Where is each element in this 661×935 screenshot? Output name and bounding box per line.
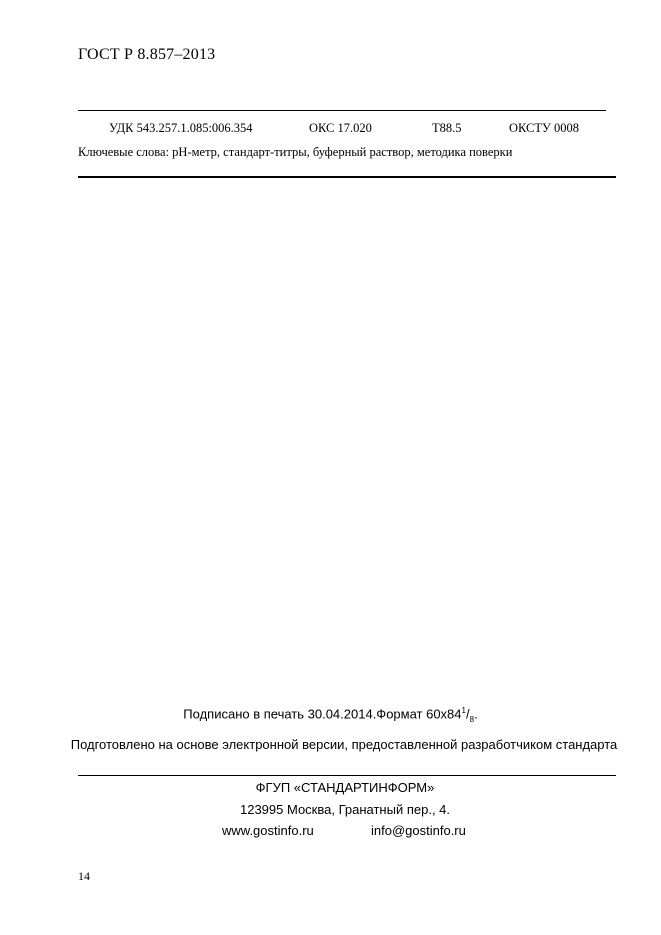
- signed-to-print-line: [0, 706, 661, 724]
- publisher-address: 123995 Москва, Гранатный пер., 4.: [239, 802, 451, 817]
- format-slash: /: [465, 706, 470, 722]
- prepared-note: Подготовлено на основе электронной версии, предоставленной разработчиком стандарта: [70, 737, 618, 752]
- publisher-name: ФГУП «СТАНДАРТИНФОРМ»: [255, 780, 435, 795]
- oks-code: ОКС 17.020: [309, 121, 372, 135]
- t-code: Т88.5: [432, 121, 462, 135]
- keywords-divider: [78, 176, 616, 178]
- udk-code: УДК 543.257.1.085:006.354: [109, 121, 253, 135]
- page-number: 14: [78, 869, 90, 883]
- publisher-email[interactable]: info@gostinfo.ru: [371, 823, 466, 838]
- publisher-website[interactable]: www.gostinfo.ru: [222, 823, 314, 838]
- keywords-line: Ключевые слова: рН-метр, стандарт-титры, буферный раствор, методика поверки: [78, 145, 513, 159]
- format-numerator: 1: [461, 706, 466, 715]
- okstu-code: ОКСТУ 0008: [509, 121, 580, 135]
- format-end: .: [474, 706, 478, 722]
- signed-text: Подписано в печать 30.04.2014.Формат 60х84: [183, 706, 462, 722]
- format-denominator: 8: [469, 714, 475, 724]
- publisher-divider: [78, 775, 616, 776]
- document-code: ГОСТ Р 8.857–2013: [78, 46, 216, 63]
- top-divider: [78, 110, 606, 111]
